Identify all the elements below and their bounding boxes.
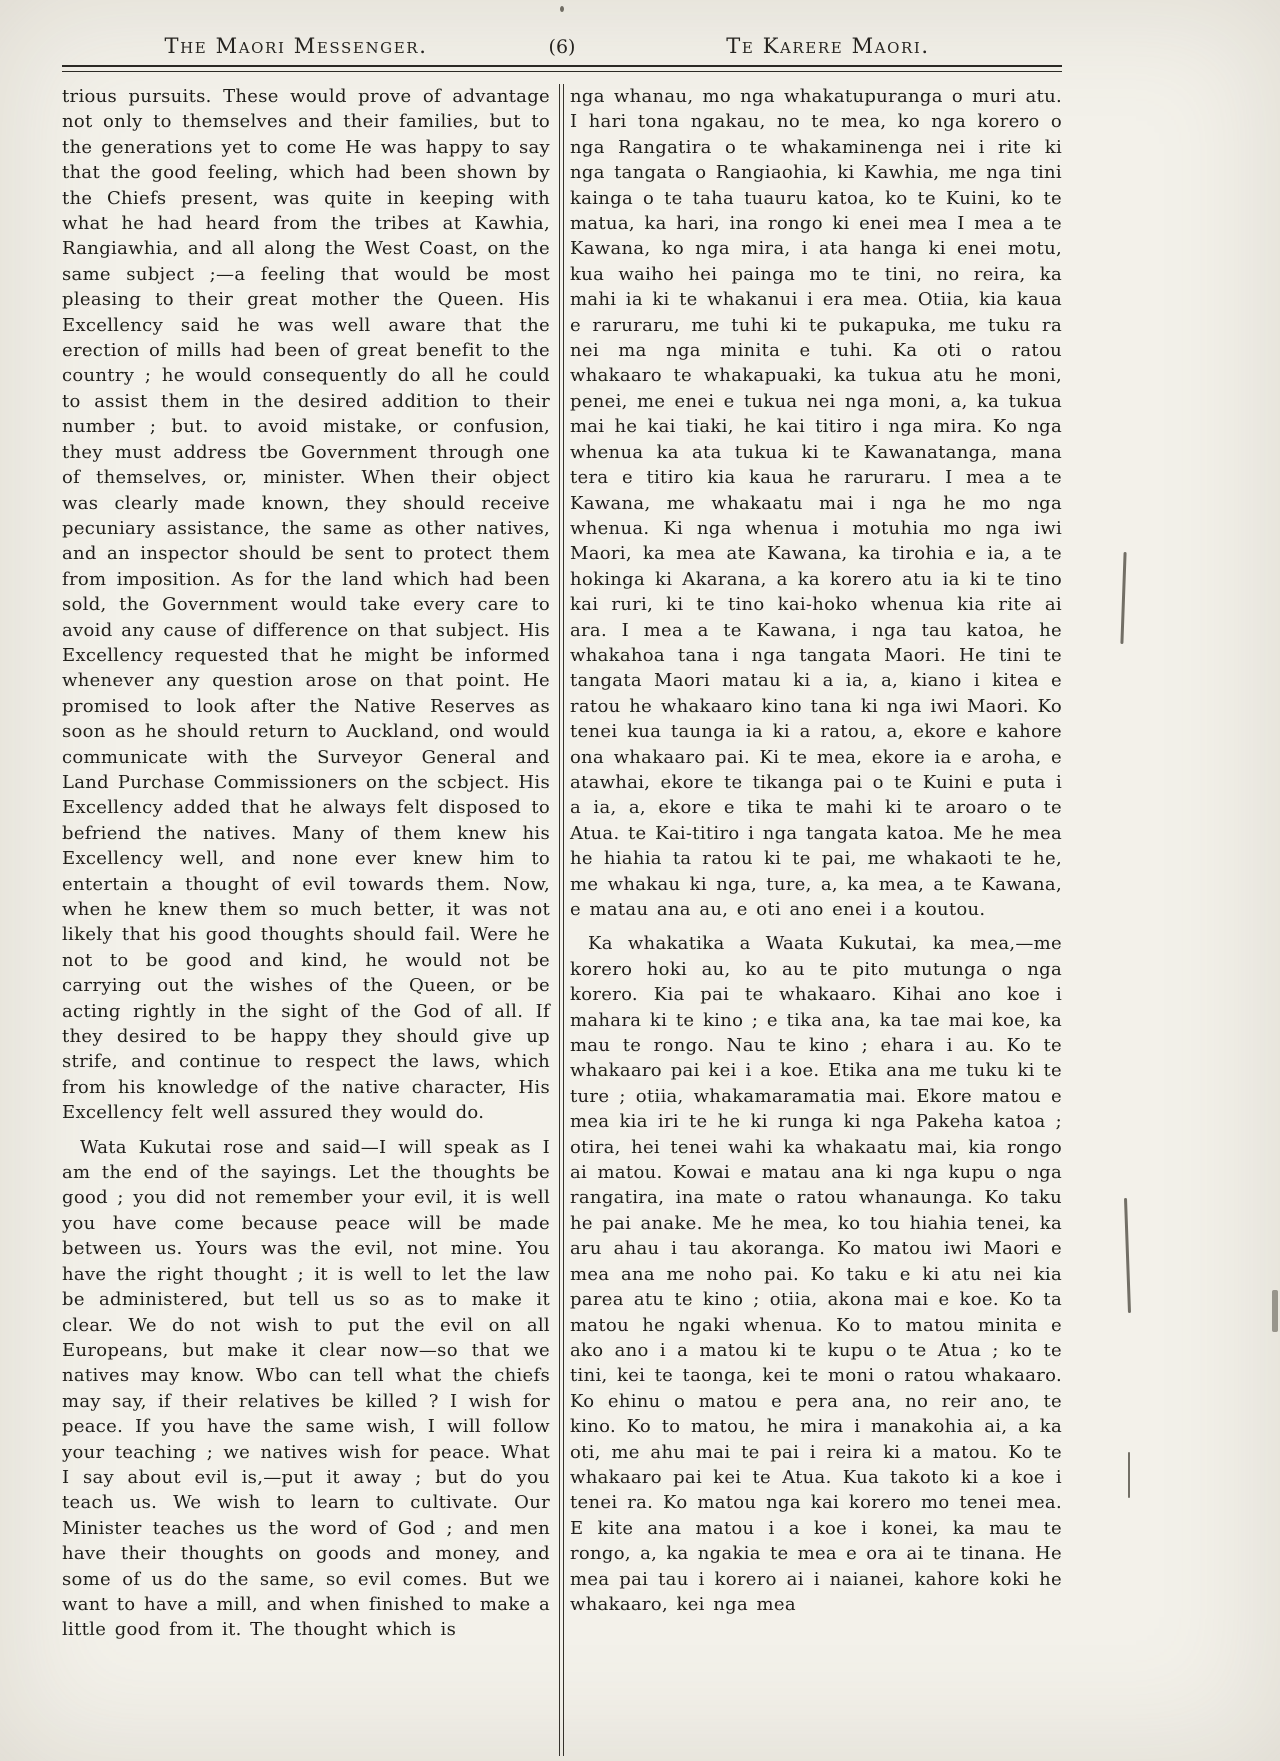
maori-paragraph-continuation: nga whanau, mo nga whakatupuranga o muri atu. I hari tona ngakau, no te mea, ko nga korero o nga Rangatira o te whakaminenga nei i rite ki nga tangata o Rangiaohia, ki Kawhia, me nga tini kainga o te taha tuauru katoa, ko te Kuini, ko te matua, ka hari, ina rongo ki enei mea I mea a te Kawana, ko nga mira, i ata hanga ki enei motu, kua waiho hei painga mo te tini, no reira, ka mahi ia ki te whakanui i era mea. Otiia, kia kaua e raruraru, me tuhi ki te pukapuka, me tuku ra nei ma nga minita e tuhi. Ka oti o ratou whakaaro te whakapuaki, ka tukua atu he moni, penei, me enei e tukua nei nga moni, a, ka tukua mai he kai tiaki, he kai titiro i nga mira. Ko nga whenua ka ata tukua ki te Kawanatanga, mana tera e titiro kia kaua he raruraru. I mea a te Kawana, me whakaatu mai i nga he mo nga whenua. Ki nga whenua i motuhia mo nga iwi Maori, ka mea ate Kawana, ka tirohia e ia, a te hokinga ki Akarana, a ka korero atu ia ki te tino kai ruri, ki te tino kai-hoko whenua kia rite ai ara. I mea a te Kawana, i nga tau katoa, he whakahoa tana i nga tangata Maori. He tini te tangata Maori matau ki a ia, a, kiano i kitea e ratou he whakaaro kino tana ki nga iwi Maori. Ko tenei kua taunga ia ki a ratou, a, ekore e kahore ona whakaaro pai. Ki te mea, ekore ia e aroha, e atawhai, ekore te tikanga pai o te Kuini e puta i a ia, a, ekore e tika te mahi ki te aroaro o te Atua. te Kai-titiro i nga tangata katoa. Me he mea he hiahia ta ratou ki te pai, me whakaoti te he, me whakau ki nga, ture, a, ka mea, a te Kawana, e matau ana au, e oti ano enei i a koutou. [570, 86, 1062, 920]
ink-mark [1128, 1452, 1130, 1498]
english-paragraph-continuation: trious pursuits. These would prove of advantage not only to themselves and their families, but to the generations yet to come He was happy to say that the good feeling, which had been shown by the Chiefs present, was quite in keeping with what he had heard from the tribes at Kawhia, Rangiawhia, and all along the West Coast, on the same subject ;—a feeling that would be most pleasing to their great mother the Queen. His Excellency said he was well aware that the erection of mills had been of great benefit to the country ; he would consequently do all he could to assist them in the desired addition to their number ; but. to avoid mistake, or confusion, they must address tbe Government through one of themselves, or, minister. When their object was clearly made known, they should receive pecuniary assistance, the same as other natives, and an inspector should be sent to protect them from imposition. As for the land which had been sold, the Government would take every care to avoid any cause of difference on that subject. His Excellency requested that he might be informed whenever any question arose on that point. He promised to look after the Native Reserves as soon as he should return to Auckland, ond would communicate with the Surveyor General and Land Purchase Commissioners on the scbject. His Excellency added that he always felt disposed to befriend the natives. Many of them knew his Excellency well, and none ever knew him to entertain a thought of evil towards them. Now, when he knew them so much better, it was not likely that his good thoughts should fail. Were he not to be good and kind, he would not be carrying out the wishes of the Queen, or be acting rightly in the sight of the God of all. If they desired to be happy they should give up strife, and continue to respect the laws, which from his knowledge of the native character, His Excellency felt well assured they would do. [62, 86, 550, 1124]
ink-mark [1272, 1290, 1278, 1332]
page-header [62, 34, 1062, 58]
masthead-left-title: The Maori Messenger. [164, 34, 428, 58]
header-rule [62, 65, 1062, 72]
ink-speck [560, 6, 564, 12]
column-english [62, 84, 550, 1756]
masthead-right-title: Te Karere Maori. [726, 34, 930, 58]
english-paragraph-wata-kukutai: Wata Kukutai rose and said—I will speak as I am the end of the sayings. Let the thoughts be good ; you did not remember your evil, it is well you have come because peace will be made between us. Yours was the evil, not mine. You have the right thought ; it is well to let the law be administered, but tell us so as to make it clear. We do not wish to put the evil on all Europeans, but make it clear now—so that we natives may know. Wbo can tell what the chiefs may say, if their relatives be killed ? I wish for peace. If you have the same wish, I will follow your teaching ; we natives wish for peace. What I say about evil is,—put it away ; but do you teach us. We wish to learn to cultivate. Our Minister teaches us the word of God ; and men have their thoughts on goods and money, and some of us do the same, so evil comes. But we want to have a mill, and when finished to make a little good from it. The thought which is [62, 1136, 550, 1641]
column-maori [570, 84, 1062, 1756]
maori-paragraph-waata-kukutai: Ka whakatika a Waata Kukutai, ka mea,—me korero hoki au, ko au te pito mutunga o nga korero. Kia pai te whakaaro. Kihai ano koe i mahara ki te kino ; e tika ana, ka tae mai koe, ka mau te rongo. Nau te kino ; ehara i au. Ko te whakaaro pai kei i a koe. Etika ana me tuku ki te ture ; otiia, whakamaramatia mai. Ekore matou e mea kia iri te he ki runga ki nga Pakeha katoa ; otira, hei tenei wahi ka whakaatu mai, kia rongo ai matou. Kowai e matau ana ki nga kupu o nga rangatira, ina mate o ratou whanaunga. Ko taku he pai anake. Me he mea, ko tou hiahia tenei, ka aru ahau i tau akoranga. Ko matou iwi Maori e mea ana me noho pai. Ko taku e ki atu nei kia parea atu te kino ; otiia, akona mai e koe. Ko ta matou he ngaki whenua. Ko to matou minita e ako ano i a matou ki te kupu o te Atua ; ko te tini, kei te taonga, kei te moni o ratou whakaaro. Ko ehinu o matou e pera ana, no reir ano, te kino. Ko to matou, he mira i manakohia ai, a ka oti, me ahu mai te pai i reira ki a matou. Ko te whakaaro pai kei te Atua. Kua takoto ki a koe i tenei ra. Ko matou nga kai korero mo tenei mea. E kite ana matou i a koe i konei, ka mau te rongo, a, ka ngakia te mea e ora ai te tinana. He mea pai tau i korero ai i naianei, kahore koki he whakaaro, kei nga mea [570, 933, 1062, 1615]
page-number: (6) [548, 36, 576, 58]
column-divider [559, 84, 564, 1756]
text-columns [62, 84, 1062, 1756]
